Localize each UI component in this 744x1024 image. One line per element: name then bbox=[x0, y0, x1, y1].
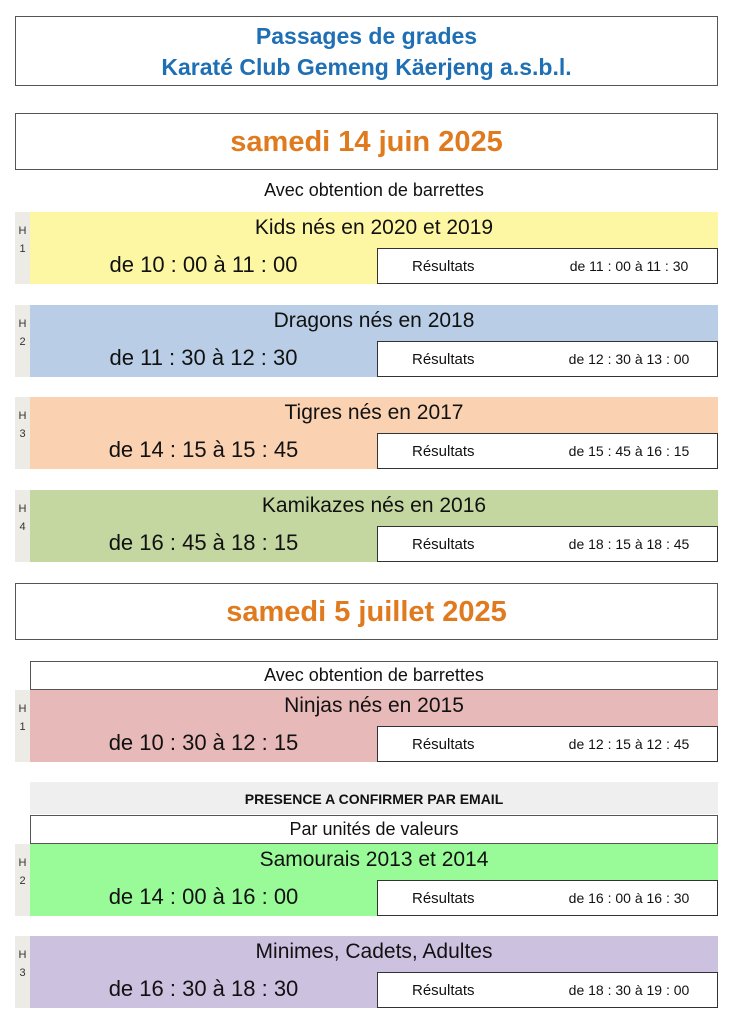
results-label: Résultats bbox=[412, 736, 475, 753]
group-time: de 16 : 30 à 18 : 30 bbox=[108, 976, 299, 1001]
results-box bbox=[377, 433, 718, 469]
results-label: Résultats bbox=[412, 890, 475, 907]
results-box bbox=[377, 248, 718, 284]
group-time: de 14 : 15 à 15 : 45 bbox=[108, 437, 299, 462]
results-label: Résultats bbox=[412, 982, 475, 999]
group-title: Minimes, Cadets, Adultes bbox=[255, 940, 493, 963]
results-label: Résultats bbox=[412, 443, 475, 460]
barrettes-note-day1: Avec obtention de barrettes bbox=[264, 180, 484, 200]
group-band bbox=[30, 212, 718, 284]
barrettes-note-day2: Avec obtention de barrettes bbox=[30, 661, 718, 690]
title-line-2: Karaté Club Gemeng Käerjeng a.s.b.l. bbox=[161, 54, 572, 80]
results-box bbox=[377, 341, 718, 377]
title-line-1: Passages de grades bbox=[255, 23, 478, 49]
hour-marker: H 3 bbox=[15, 936, 30, 1008]
results-box bbox=[377, 726, 718, 762]
date-heading-day2: samedi 5 juillet 2025 bbox=[15, 583, 718, 640]
results-box bbox=[377, 880, 718, 916]
group-time: de 10 : 30 à 12 : 15 bbox=[108, 730, 299, 755]
group-title: Tigres nés en 2017 bbox=[284, 401, 464, 424]
date-heading-day1: samedi 14 juin 2025 bbox=[15, 113, 718, 170]
hour-marker: H 4 bbox=[15, 490, 30, 562]
results-time: de 16 : 00 à 16 : 30 bbox=[568, 890, 690, 906]
group-title: Ninjas nés en 2015 bbox=[284, 694, 464, 717]
results-label: Résultats bbox=[412, 351, 475, 368]
group-band bbox=[30, 490, 718, 562]
results-time: de 11 : 00 à 11 : 30 bbox=[569, 258, 689, 274]
hour-marker: H 2 bbox=[15, 305, 30, 377]
group-time: de 10 : 00 à 11 : 00 bbox=[109, 252, 298, 277]
page-title bbox=[15, 16, 718, 86]
results-time: de 18 : 15 à 18 : 45 bbox=[568, 536, 690, 552]
group-title: Kids nés en 2020 et 2019 bbox=[254, 216, 494, 239]
results-time: de 12 : 15 à 12 : 45 bbox=[568, 736, 690, 752]
results-time: de 18 : 30 à 19 : 00 bbox=[568, 982, 690, 998]
results-box bbox=[377, 972, 718, 1008]
group-band bbox=[30, 844, 718, 916]
group-title: Dragons nés en 2018 bbox=[273, 309, 475, 332]
results-box bbox=[377, 526, 718, 562]
results-time: de 12 : 30 à 13 : 00 bbox=[568, 351, 690, 367]
hour-marker: H 1 bbox=[15, 212, 30, 284]
group-band bbox=[30, 690, 718, 762]
results-time: de 15 : 45 à 16 : 15 bbox=[568, 443, 690, 459]
confirm-notice: PRESENCE A CONFIRMER PAR EMAIL bbox=[30, 782, 718, 814]
group-band bbox=[30, 305, 718, 377]
units-note: Par unités de valeurs bbox=[30, 815, 718, 844]
hour-marker: H 1 bbox=[15, 690, 30, 762]
group-time: de 16 : 45 à 18 : 15 bbox=[108, 530, 299, 555]
group-time: de 11 : 30 à 12 : 30 bbox=[109, 345, 298, 370]
group-title: Samourais 2013 et 2014 bbox=[259, 848, 489, 871]
hour-marker: H 2 bbox=[15, 844, 30, 916]
group-band bbox=[30, 397, 718, 469]
results-label: Résultats bbox=[412, 258, 475, 275]
group-band bbox=[30, 936, 718, 1008]
group-time: de 14 : 00 à 16 : 00 bbox=[108, 884, 299, 909]
hour-marker: H 3 bbox=[15, 397, 30, 469]
group-title: Kamikazes nés en 2016 bbox=[261, 494, 487, 517]
results-label: Résultats bbox=[412, 536, 475, 553]
